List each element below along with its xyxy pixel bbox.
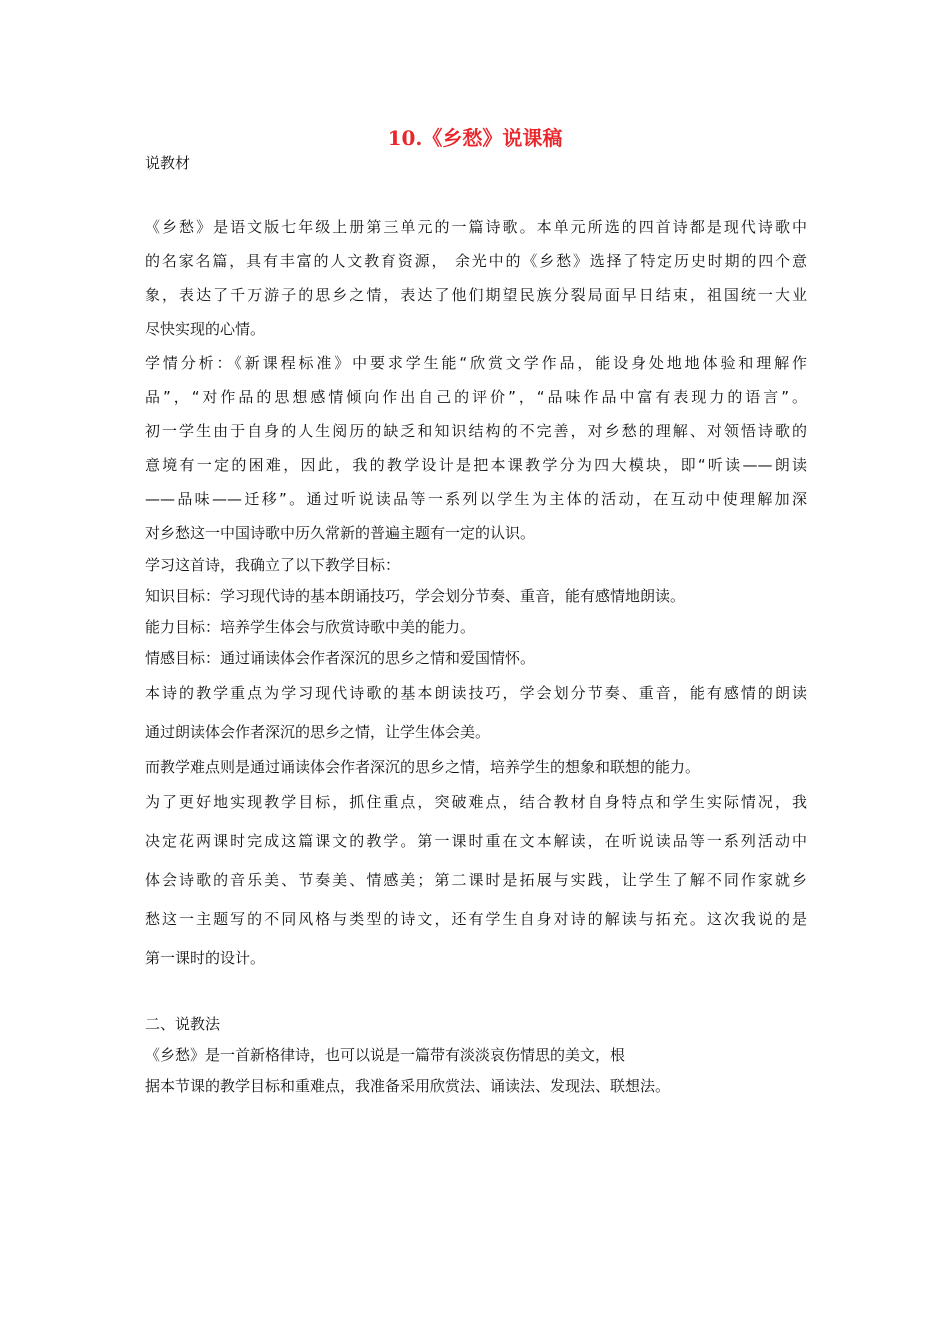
text-line: 愁这一主题写的不同风格与类型的诗文，还有学生自身对诗的解读与拓充。这次我说的是 <box>145 910 807 928</box>
text-line: ——品味——迁移”。通过听说读品等一系列以学生为主体的活动，在互动中使理解加深 <box>145 490 807 508</box>
text-line: 第一课时的设计。 <box>145 949 266 967</box>
text-line: 意境有一定的困难，因此，我的教学设计是把本课教学分为四大模块，即“听读——朗读 <box>145 456 807 474</box>
goal-knowledge: 知识目标：学习现代诗的基本朗诵技巧，学会划分节奏、重音，能有感情地朗读。 <box>145 587 686 605</box>
text-line: 学情分析：《新课程标准》中要求学生能“欣赏文学作品，能设身处地地体验和理解作 <box>145 354 807 372</box>
text-line: 决定花两课时完成这篇课文的教学。第一课时重在文本解读，在听说读品等一系列活动中 <box>145 832 807 850</box>
text-line: 《乡愁》是语文版七年级上册第三单元的一篇诗歌。本单元所选的四首诗都是现代诗歌中 <box>145 218 807 236</box>
text-line: 据本节课的教学目标和重难点，我准备采用欣赏法、诵读法、发现法、联想法。 <box>145 1077 671 1095</box>
text-line: 为了更好地实现教学目标，抓住重点，突破难点，结合教材自身特点和学生实际情况，我 <box>145 793 807 811</box>
text-line: 的名家名篇，具有丰富的人文教育资源， 余光中的《乡愁》选择了特定历史时期的四个意 <box>145 252 807 270</box>
text-line: 初一学生由于自身的人生阅历的缺乏和知识结构的不完善，对乡愁的理解、对领悟诗歌的 <box>145 422 807 440</box>
key-points-line: 通过朗读体会作者深沉的思乡之情，让学生体会美。 <box>145 723 491 741</box>
text-line: 尽快实现的心情。 <box>145 320 266 338</box>
text-line: 品”，“对作品的思想感情倾向作出自己的评价”，“品味作品中富有表现力的语言”。 <box>145 388 807 406</box>
paragraph-textbook <box>145 210 807 550</box>
text-line: 象，表达了千万游子的思乡之情，表达了他们期望民族分裂局面早日结束，祖国统一大业 <box>145 286 807 304</box>
section-heading-textbook: 说教材 <box>145 154 191 172</box>
difficulty-line: 而教学难点则是通过诵读体会作者深沉的思乡之情，培养学生的想象和联想的能力。 <box>145 758 701 776</box>
text-line: 对乡愁这一中国诗歌中历久常新的普遍主题有一定的认识。 <box>145 524 536 542</box>
section-heading-method: 二、说教法 <box>145 1015 221 1033</box>
text-line: 体会诗歌的音乐美、节奏美、情感美；第二课时是拓展与实践，让学生了解不同作家就乡 <box>145 871 807 889</box>
goal-emotion: 情感目标：通过诵读体会作者深沉的思乡之情和爱国情怀。 <box>145 649 536 667</box>
document-title: 10.《乡愁》说课稿 <box>387 126 563 150</box>
blank-line <box>145 978 807 1009</box>
blank-line <box>145 179 807 210</box>
key-points-line: 本诗的教学重点为学习现代诗歌的基本朗读技巧，学会划分节奏、重音，能有感情的朗读 <box>145 684 807 702</box>
goals-intro: 学习这首诗，我确立了以下教学目标： <box>145 556 401 574</box>
document-body <box>145 148 807 1102</box>
text-line: 《乡愁》是一首新格律诗，也可以说是一篇带有淡淡哀伤情思的美文，根 <box>145 1046 626 1064</box>
paragraph-plan <box>145 783 807 978</box>
goal-ability: 能力目标：培养学生体会与欣赏诗歌中美的能力。 <box>145 618 476 636</box>
